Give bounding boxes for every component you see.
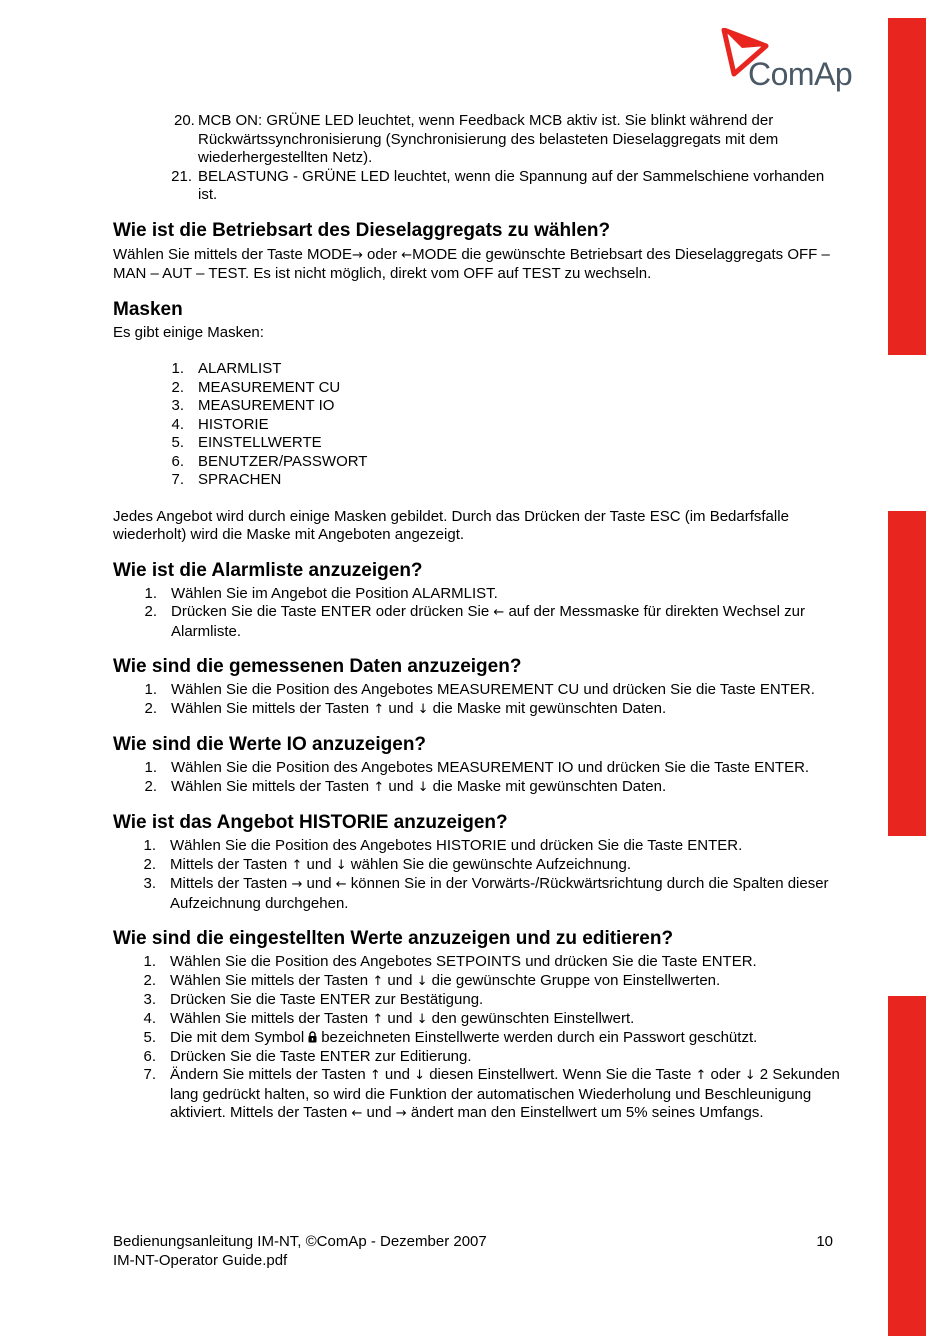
- item-number: 6.: [171, 452, 184, 470]
- item-number: 1.: [144, 759, 157, 776]
- side-bar-2: [888, 511, 926, 836]
- text: Wählen Sie mittels der Taste MODE: [113, 245, 352, 263]
- text: Wählen Sie mittels der Tasten: [170, 1009, 369, 1027]
- list-item: [144, 681, 843, 700]
- list-item: [143, 971, 843, 992]
- list-item: [174, 112, 843, 168]
- list-item: [171, 415, 843, 435]
- list-item: [171, 434, 843, 453]
- item-text: Wählen Sie die Position des Angebotes MEASUREMENT IO und drücken Sie die Taste ENTER.: [171, 759, 810, 776]
- item-text: Wählen Sie im Angebot die Position ALARMLIST.: [171, 584, 498, 602]
- section-heading: Wie sind die gemessenen Daten anzuzeigen?: [113, 656, 522, 677]
- item-number: 21.: [171, 167, 192, 185]
- item-number: 1.: [171, 360, 184, 377]
- numbered-list: [113, 585, 843, 642]
- up-arrow-icon: ↑: [373, 779, 385, 795]
- up-arrow-icon: ↑: [372, 973, 384, 989]
- item-number: 6.: [143, 1047, 156, 1065]
- list-item: [143, 1029, 843, 1048]
- text: Wählen Sie mittels der Tasten: [171, 699, 370, 717]
- text: Wählen Sie mittels der Tasten: [171, 777, 370, 795]
- down-arrow-icon: ↓: [416, 973, 428, 989]
- list-item: [143, 953, 843, 972]
- item-number: 3.: [143, 991, 156, 1008]
- item-number: 2.: [144, 777, 157, 795]
- up-arrow-icon: ↑: [695, 1068, 707, 1083]
- side-bar-3: [888, 996, 926, 1336]
- list-item: [143, 855, 843, 876]
- list-item: [144, 759, 843, 778]
- text: und: [383, 1009, 417, 1027]
- section-heading: Wie sind die eingestellten Werte anzuzeigen und zu editieren?: [113, 928, 674, 949]
- numbered-list: [113, 759, 843, 797]
- item-text: BENUTZER/PASSWORT: [198, 452, 368, 470]
- footer-line-1: Bedienungsanleitung IM-NT, ©ComAp - Dezember 2007: [113, 1233, 487, 1250]
- list-item: [171, 360, 843, 379]
- right-arrow-icon: →: [291, 877, 303, 892]
- list-item: [171, 378, 843, 398]
- down-arrow-icon: ↓: [417, 701, 429, 717]
- lock-icon: [308, 1031, 317, 1043]
- logo-text: ComAp: [748, 56, 853, 92]
- item-text: BELASTUNG - GRÜNE LED leuchtet, wenn die Spannung auf der Sammelschiene vorhanden ist.: [198, 167, 825, 203]
- left-arrow-icon: ←: [401, 247, 413, 263]
- item-text: SPRACHEN: [198, 471, 282, 488]
- list-item: [143, 837, 843, 856]
- text: die gewünschte Gruppe von Einstellwerten.: [427, 971, 721, 989]
- text: können Sie in der Vorwärts-/Rückwärtsrichtung durch die Spalten dieser Aufzeichnung durchgehen.: [170, 875, 829, 912]
- item-text: Drücken Sie die Taste ENTER zur Bestätigung.: [170, 991, 484, 1008]
- text: Die mit dem Symbol: [170, 1029, 305, 1046]
- text: oder: [362, 245, 402, 263]
- text: und: [384, 699, 418, 717]
- down-arrow-icon: ↓: [417, 779, 429, 795]
- item-number: 3.: [171, 397, 184, 414]
- item-text: EINSTELLWERTE: [198, 434, 322, 451]
- page-footer: [113, 1232, 833, 1270]
- mask-list: [113, 360, 843, 490]
- up-arrow-icon: ↑: [373, 701, 385, 717]
- list-item: [171, 471, 843, 490]
- text: und: [302, 855, 336, 873]
- text: MODE die gewünschte Betriebsart des Dieselaggregats OFF – MAN – AUT – TEST. Es ist nicht möglich, direkt vom OFF auf TEST zu wechseln.: [113, 245, 830, 282]
- text: und: [383, 971, 417, 989]
- up-arrow-icon: ↑: [369, 1068, 381, 1083]
- text: diesen Einstellwert. Wenn Sie die Taste: [425, 1066, 692, 1083]
- list-item: [171, 397, 843, 416]
- item-text: ALARMLIST: [198, 360, 282, 377]
- list-item: [144, 777, 843, 798]
- item-text: Wählen Sie die Position des Angebotes MEASUREMENT CU und drücken Sie die Taste ENTER.: [171, 681, 815, 698]
- numbered-list: [113, 837, 843, 913]
- list-item: [143, 1009, 843, 1030]
- text: Wählen Sie mittels der Tasten: [170, 971, 369, 989]
- list-item: [171, 167, 843, 205]
- text: die Maske mit gewünschten Daten.: [428, 699, 667, 717]
- item-number: 1.: [143, 837, 156, 854]
- comap-logo: [720, 28, 860, 98]
- item-number: 7.: [143, 1066, 156, 1083]
- left-arrow-icon: ←: [493, 605, 505, 620]
- item-number: 1.: [144, 681, 157, 698]
- item-number: 2.: [143, 971, 156, 989]
- text: ändert man den Einstellwert um 5% seines Umfangs.: [406, 1104, 764, 1121]
- intro-list: [113, 112, 843, 205]
- down-arrow-icon: ↓: [416, 1011, 428, 1027]
- section-heading: Masken: [113, 298, 183, 320]
- text: den gewünschten Einstellwert.: [427, 1009, 635, 1027]
- list-item: [143, 1066, 843, 1124]
- numbered-list: [113, 953, 843, 1124]
- text: und: [384, 777, 418, 795]
- item-number: 1.: [144, 584, 157, 602]
- text: Drücken Sie die Taste ENTER oder drücken Sie: [171, 603, 490, 620]
- item-text: HISTORIE: [198, 415, 269, 433]
- page-content: [113, 112, 843, 1124]
- up-arrow-icon: ↑: [372, 1011, 384, 1027]
- text: die Maske mit gewünschten Daten.: [428, 777, 667, 795]
- numbered-list: [113, 681, 843, 719]
- text: und: [302, 875, 336, 892]
- text: Mittels der Tasten: [170, 875, 288, 892]
- section-heading: Wie ist das Angebot HISTORIE anzuzeigen?: [113, 812, 508, 833]
- item-number: 7.: [171, 471, 184, 488]
- item-text: MCB ON: GRÜNE LED leuchtet, wenn Feedback MCB aktiv ist. Sie blinkt während der Rückwärtssynchronisierung (Synchronisierung des belasteten Dieselaggregats mit dem wiederhergestellten Netz).: [198, 112, 779, 166]
- right-arrow-icon: →: [351, 247, 363, 263]
- section-heading: Wie ist die Betriebsart des Dieselaggregats zu wählen?: [113, 219, 611, 241]
- item-number: 5.: [171, 434, 184, 451]
- list-item: [144, 584, 843, 604]
- list-item: [144, 603, 843, 641]
- right-arrow-icon: →: [395, 1106, 407, 1121]
- item-text: Drücken Sie die Taste ENTER zur Editierung.: [170, 1047, 472, 1065]
- list-item: [144, 699, 843, 720]
- text: wählen Sie die gewünschte Aufzeichnung.: [346, 855, 632, 873]
- text: Ändern Sie mittels der Tasten: [170, 1066, 366, 1083]
- paragraph: Jedes Angebot wird durch einige Masken gebildet. Durch das Drücken der Taste ESC (im Bedarfsfalle wiederholt) wird die Maske mit Angeboten angezeigt.: [113, 507, 789, 543]
- text: und: [380, 1066, 415, 1083]
- page-number: 10: [816, 1233, 833, 1250]
- text: oder: [706, 1066, 745, 1083]
- text: und: [362, 1104, 396, 1121]
- item-text: Wählen Sie die Position des Angebotes SETPOINTS und drücken Sie die Taste ENTER.: [170, 953, 757, 970]
- section-heading: Wie sind die Werte IO anzuzeigen?: [113, 734, 427, 755]
- item-number: 5.: [143, 1029, 156, 1046]
- item-number: 2.: [171, 378, 184, 396]
- item-number: 4.: [143, 1009, 156, 1027]
- down-arrow-icon: ↓: [414, 1068, 426, 1083]
- left-arrow-icon: ←: [351, 1106, 363, 1121]
- item-number: 2.: [144, 603, 157, 620]
- text: bezeichneten Einstellwerte werden durch ein Passwort geschützt.: [321, 1029, 758, 1046]
- item-number: 1.: [143, 953, 156, 970]
- list-item: [143, 875, 843, 913]
- list-item: [143, 991, 843, 1010]
- left-arrow-icon: ←: [335, 877, 347, 892]
- item-text: MEASUREMENT IO: [198, 397, 335, 414]
- section-heading: Wie ist die Alarmliste anzuzeigen?: [113, 559, 423, 581]
- side-bar-1: [888, 18, 926, 355]
- list-item: [143, 1047, 843, 1067]
- item-number: 20.: [174, 112, 195, 129]
- item-text: MEASUREMENT CU: [198, 378, 341, 396]
- item-number: 4.: [171, 415, 184, 433]
- item-text: Wählen Sie die Position des Angebotes HISTORIE und drücken Sie die Taste ENTER.: [170, 837, 743, 854]
- text: Mittels der Tasten: [170, 855, 288, 873]
- paragraph: Es gibt einige Masken:: [113, 323, 264, 341]
- paragraph: [113, 246, 843, 284]
- item-number: 2.: [144, 699, 157, 717]
- footer-line-2: IM-NT-Operator Guide.pdf: [113, 1252, 288, 1269]
- item-number: 2.: [143, 855, 156, 873]
- up-arrow-icon: ↑: [291, 857, 303, 873]
- text: 2 Sekunden lang gedrückt halten, so wird die Funktion der automatischen Wiederholung und Beschleunigung aktiviert. Mittels der Tasten: [170, 1066, 840, 1121]
- list-item: [171, 452, 843, 472]
- down-arrow-icon: ↓: [744, 1068, 756, 1083]
- text: auf der Messmaske für direkten Wechsel zur Alarmliste.: [171, 603, 805, 640]
- down-arrow-icon: ↓: [335, 857, 347, 873]
- item-number: 3.: [143, 875, 156, 892]
